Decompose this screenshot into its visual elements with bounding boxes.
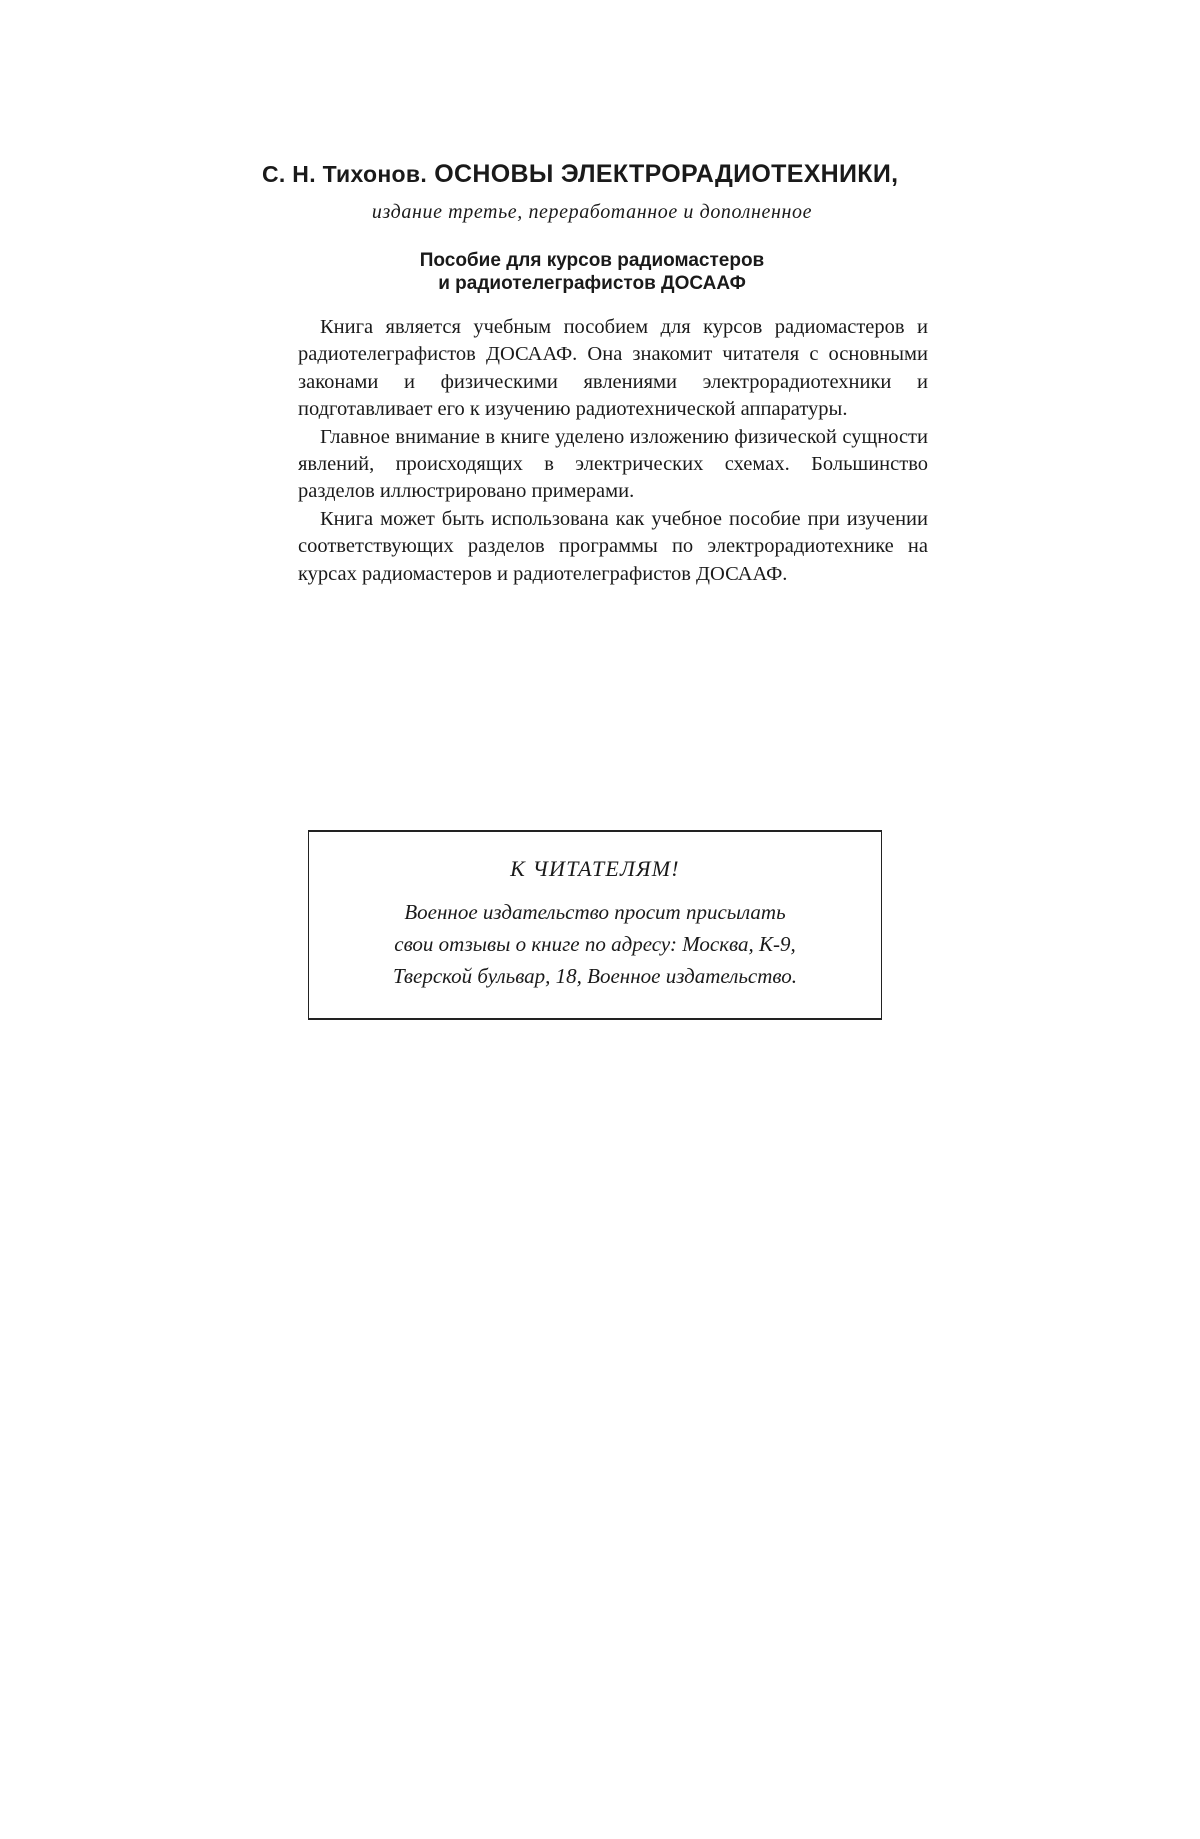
notice-line-2: свои отзывы о книге по адресу: Москва, К-9, [394,932,796,956]
author-name: С. Н. Тихонов. [262,161,428,187]
subtitle-line-1: Пособие для курсов радиомастеров [419,250,765,271]
annotation-paragraph-1: Книга является учебным пособием для курсов радиомастеров и радиотелеграфистов ДОСААФ. Она знакомит читателя с основными законами и физическими явлениями электрорадиотехники и подготавливает его к изучению радиотехнической аппаратуры. [298,316,928,421]
notice-text [337,896,853,992]
book-subtitle [262,250,922,296]
annotation-paragraph-3: Книга может быть использована как учебное пособие при изучении соответствующих разделов программы по электрорадиотехнике на курсах радиомастеров и радиотелеграфистов ДОСААФ. [298,507,928,585]
notice-line-1: Военное издательство просит присылать [404,900,786,924]
annotation-paragraph-2: Главное внимание в книге уделено изложению физической сущности явлений, происходящих в электрических схемах. Большинство разделов иллюстрировано примерами. [298,425,928,503]
subtitle-line-2: и радиотелеграфистов ДОСААФ [438,272,746,294]
notice-line-3: Тверской бульвар, 18, Военное издательство. [392,964,798,988]
notice-heading: К ЧИТАТЕЛЯМ! [510,856,680,881]
annotation-text [298,314,928,588]
book-title-line [262,160,922,189]
edition-note: издание третье, переработанное и дополненное [371,201,813,223]
book-header [262,160,922,296]
book-title: ОСНОВЫ ЭЛЕКТРОРАДИОТЕХНИКИ, [434,160,899,188]
reader-notice-box [308,830,882,1020]
